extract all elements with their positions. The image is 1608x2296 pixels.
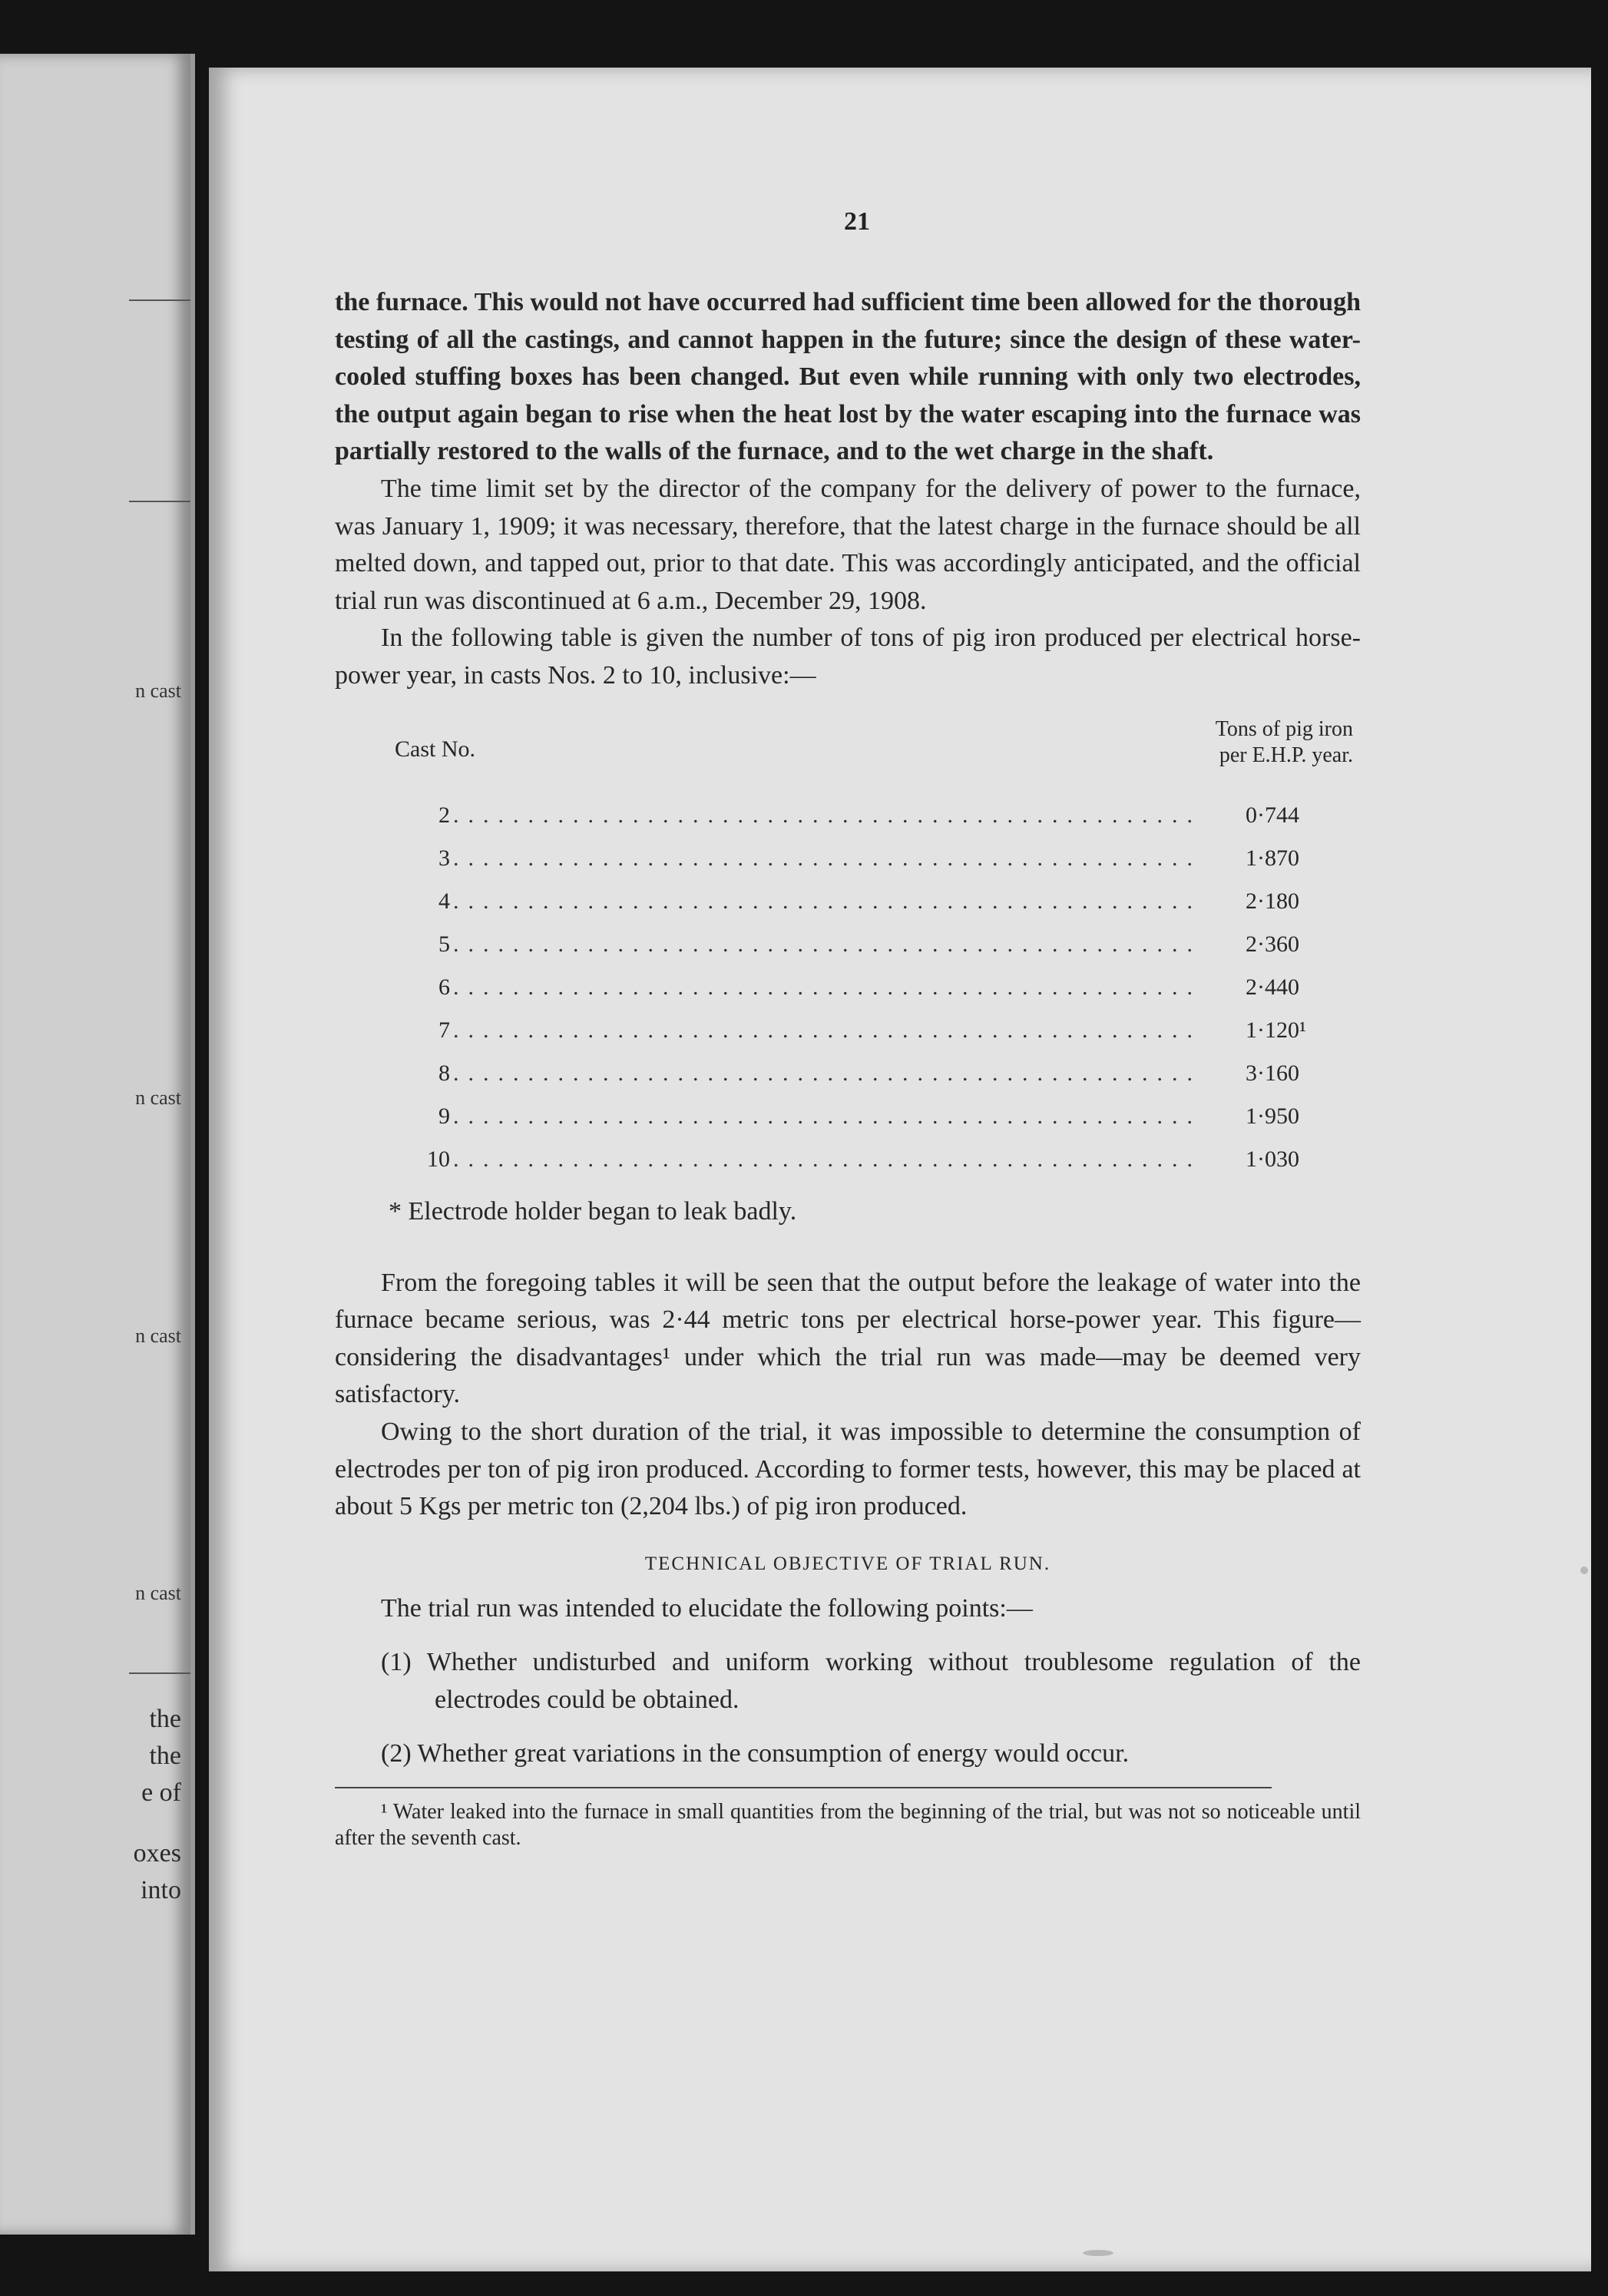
paragraph-4: From the foregoing tables it will be seen that the output before the leakage of water into the furnace became serious, was 2·44 metric tons per electrical horse-power year. This figure—considering the disadvantages¹ under which the trial run was made—may be deemed very satisfactory. xyxy=(335,1268,1361,1409)
leader-dots: .................................................. xyxy=(453,1017,1202,1043)
paragraph-5: Owing to the short duration of the trial, it was impossible to determine the consumption of electrodes per ton of pig iron produced. According to former tests, however, this may be placed at about 5 Kgs per metric ton (2,204 lbs.) of pig iron produced. xyxy=(335,1417,1361,1521)
table-header xyxy=(335,716,1361,802)
cast-number: 10 xyxy=(427,1146,450,1172)
cast-number: 8 xyxy=(438,1060,450,1086)
section-heading: TECHNICAL OBJECTIVE OF TRIAL RUN. xyxy=(644,1553,1051,1574)
left-fragment: into xyxy=(141,1876,181,1904)
tons-value: 1·950 xyxy=(1246,1103,1299,1129)
tons-value: 2·360 xyxy=(1246,931,1299,957)
cast-number: 5 xyxy=(438,931,450,957)
left-fragment: oxes xyxy=(133,1839,181,1868)
paragraph-2: The time limit set by the director of the company for the delivery of power to the furnace, was January 1, 1909; it was necessary, therefore, that the latest charge in the furnace should be all melted down, and tapped out, prior to that date. This was accordingly anticipated, and the official trial run was discontinued at 6 a.m., December 29, 1908. xyxy=(335,474,1361,615)
column-header-tons-line1: Tons of pig iron xyxy=(1215,716,1353,741)
table-row xyxy=(335,974,1361,1017)
tons-value: 1·030 xyxy=(1246,1146,1299,1172)
tons-value: 2·440 xyxy=(1246,974,1299,1000)
tons-value: 0·744 xyxy=(1246,802,1299,828)
tons-value: 2·180 xyxy=(1246,888,1299,914)
left-fragment: the xyxy=(149,1742,181,1770)
scan-speck xyxy=(1083,2250,1113,2256)
leader-dots: .................................................. xyxy=(453,1103,1202,1129)
left-fragment: n cast xyxy=(135,1325,181,1347)
paragraph-1: the furnace. This would not have occurred had sufficient time been allowed for the thorough testing of all the castings, and cannot happen in the future; since the design of these water-cooled stuffing boxes has been changed. But even while running with only two electrodes, the output again began to rise when the heat lost by the water escaping into the furnace was partially restored to the walls of the furnace, and to the wet charge in the shaft. xyxy=(335,288,1361,466)
table-row xyxy=(335,888,1361,931)
left-fragment: n cast xyxy=(135,1582,181,1604)
table-row xyxy=(335,1060,1361,1103)
table-row xyxy=(335,1146,1361,1189)
tons-value: 1·870 xyxy=(1246,845,1299,871)
cast-number: 3 xyxy=(438,845,450,871)
leader-dots: .................................................. xyxy=(453,802,1202,828)
intro-paragraph: The trial run was intended to elucidate the following points:— xyxy=(381,1593,1033,1623)
column-header-cast: Cast No. xyxy=(395,736,475,762)
leader-dots: .................................................. xyxy=(453,888,1202,914)
table-row xyxy=(335,1103,1361,1146)
left-page-edge xyxy=(0,54,195,2235)
page-content xyxy=(335,284,1361,1851)
cast-number: 7 xyxy=(438,1017,450,1043)
leader-dots: .................................................. xyxy=(453,974,1202,1000)
left-fragment: e of xyxy=(141,1778,181,1807)
cast-number: 4 xyxy=(438,888,450,914)
table-row xyxy=(335,1017,1361,1060)
tons-value: 1·120¹ xyxy=(1246,1017,1306,1043)
point-1: (1) Whether undisturbed and uniform working without troublesome regulation of the electrodes could be obtained. xyxy=(381,1648,1361,1714)
left-fragment: the xyxy=(149,1705,181,1733)
cast-number: 9 xyxy=(438,1103,450,1129)
footnote-rule xyxy=(335,1787,1272,1788)
left-rule xyxy=(129,501,190,502)
leader-dots: .................................................. xyxy=(453,845,1202,871)
point-2: (2) Whether great variations in the consumption of energy would occur. xyxy=(381,1739,1130,1768)
scan-speck xyxy=(1580,1567,1588,1574)
left-fragment: n cast xyxy=(135,1087,181,1109)
footnote: ¹ Water leaked into the furnace in small quantities from the beginning of the trial, but was not so noticeable until after the seventh cast. xyxy=(335,1800,1361,1851)
left-fragment: n cast xyxy=(135,680,181,702)
leader-dots: .................................................. xyxy=(453,931,1202,957)
page-number: 21 xyxy=(844,207,870,236)
column-header-tons xyxy=(1216,716,1353,769)
column-header-tons-line2: per E.H.P. year. xyxy=(1219,743,1353,767)
table-note: * Electrode holder began to leak badly. xyxy=(389,1196,797,1226)
table-row xyxy=(335,931,1361,974)
tons-value: 3·160 xyxy=(1246,1060,1299,1086)
leader-dots: .................................................. xyxy=(453,1146,1202,1172)
cast-number: 6 xyxy=(438,974,450,1000)
cast-number: 2 xyxy=(438,802,450,828)
left-rule xyxy=(129,299,190,301)
leader-dots: .................................................. xyxy=(453,1060,1202,1086)
table-row xyxy=(335,802,1361,845)
left-rule xyxy=(129,1672,190,1674)
paragraph-3: In the following table is given the number of tons of pig iron produced per electrical horse-power year, in casts Nos. 2 to 10, inclusive:— xyxy=(335,624,1361,690)
table-body xyxy=(335,802,1361,1189)
table-row xyxy=(335,845,1361,888)
